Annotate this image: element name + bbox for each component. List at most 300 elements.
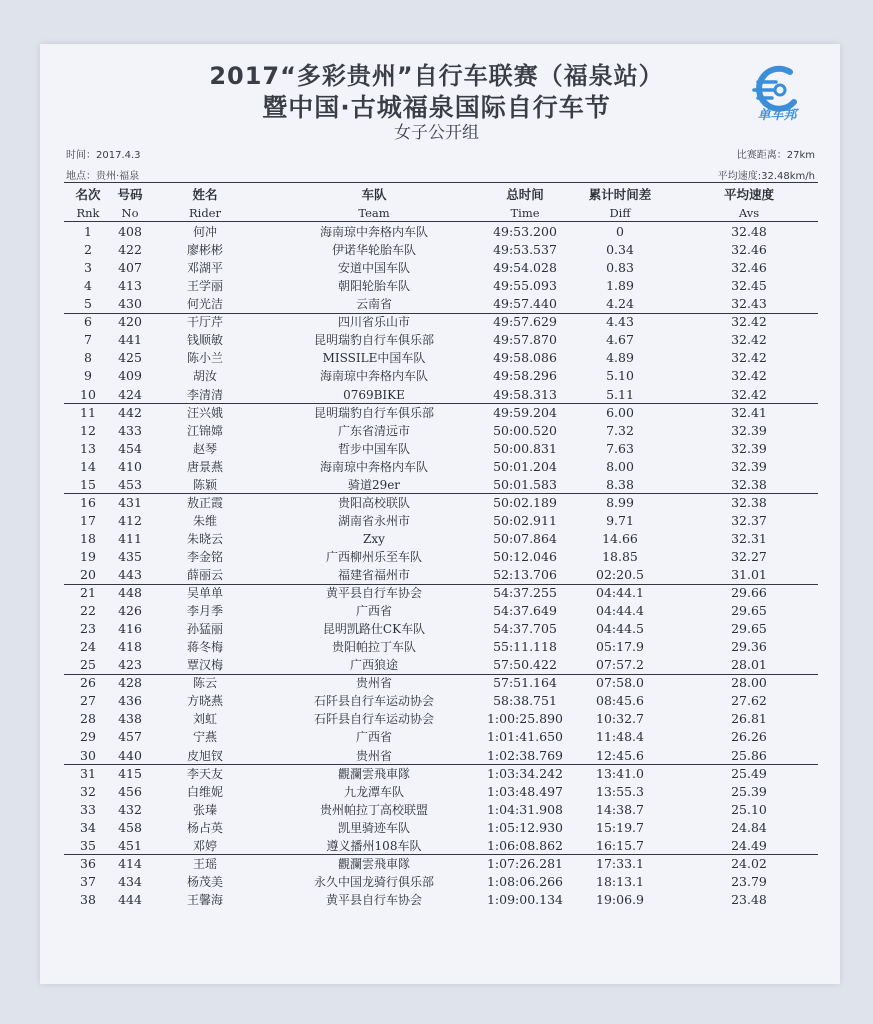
rider-cell: 孙猛丽 (186, 622, 223, 637)
rank-cell: 30 (80, 747, 96, 763)
time-cell: 50:02.189 (493, 494, 557, 510)
number-cell: 457 (118, 729, 142, 745)
team-cell: 昆明瑞豹自行车俱乐部 (313, 333, 434, 348)
diff-cell: 04:44.4 (596, 603, 644, 618)
time-cell: 50:07.864 (493, 530, 557, 546)
rank-cell: 4 (84, 278, 92, 294)
table-row (64, 241, 818, 259)
avs-cell: 32.46 (731, 260, 767, 276)
rider-cell: 杨茂美 (186, 874, 223, 889)
time-cell: 1:03:34.242 (486, 765, 564, 781)
avs-cell: 23.48 (731, 891, 767, 907)
rider-cell: 何光洁 (186, 297, 223, 312)
rider-cell: 王学丽 (186, 279, 223, 294)
table-row (64, 674, 818, 692)
number-cell: 413 (118, 278, 142, 294)
time-cell: 1:03:48.497 (486, 783, 564, 799)
diff-cell: 4.43 (606, 314, 634, 330)
diff-cell: 4.24 (606, 296, 634, 312)
rank-cell: 6 (84, 314, 92, 330)
number-cell: 442 (118, 404, 142, 420)
avs-cell: 25.39 (731, 783, 767, 799)
number-cell: 425 (118, 350, 142, 366)
rank-cell: 10 (80, 386, 96, 402)
rider-cell: 汪兴娥 (186, 405, 223, 420)
rider-cell: 宁燕 (192, 730, 217, 745)
number-cell: 424 (118, 386, 142, 402)
diff-cell: 0 (616, 224, 624, 239)
rider-cell: 李天友 (186, 766, 223, 781)
rider-cell: 王馨海 (186, 892, 223, 907)
col-time-cn: 总时间 (506, 187, 544, 202)
time-cell: 1:06:08.862 (486, 837, 564, 853)
table-row (64, 440, 818, 458)
time-cell: 52:13.706 (493, 567, 557, 582)
rank-cell: 3 (84, 260, 92, 276)
time-cell: 49:53.200 (493, 224, 557, 239)
table-row (64, 295, 818, 313)
time-cell: 49:54.028 (493, 260, 557, 276)
diff-cell: 7.63 (606, 440, 634, 456)
diff-cell: 8.00 (606, 458, 634, 474)
team-cell: 黄平县自行车协会 (325, 892, 422, 907)
time-cell: 57:51.164 (493, 675, 557, 691)
time-cell: 49:57.629 (493, 314, 557, 330)
time-cell: 57:50.422 (493, 657, 557, 673)
table-row (64, 512, 818, 530)
diff-cell: 14.66 (602, 530, 638, 546)
rank-cell: 11 (80, 404, 96, 420)
diff-cell: 5.11 (606, 386, 634, 402)
time-cell: 55:11.118 (493, 639, 557, 655)
diff-cell: 1.89 (606, 278, 634, 294)
rider-cell: 李金铭 (186, 549, 223, 564)
avs-cell: 32.37 (731, 512, 767, 528)
table-row (64, 873, 818, 891)
table-row (64, 349, 818, 367)
avs-cell: 32.38 (731, 476, 767, 492)
team-cell: 海南琼中奔格内车队 (319, 225, 428, 239)
team-cell: 朝阳轮胎车队 (337, 279, 410, 294)
table-row (64, 783, 818, 801)
rank-cell: 16 (80, 494, 96, 510)
avs-cell: 32.39 (731, 440, 767, 456)
diff-cell: 0.34 (606, 242, 634, 258)
avs-cell: 26.26 (731, 729, 767, 745)
rider-cell: 皮旭钗 (186, 748, 223, 763)
table-row (64, 801, 818, 819)
time-cell: 58:38.751 (493, 693, 557, 709)
page-title: 2017“多彩贵州”自行车联赛（福泉站） (209, 62, 664, 90)
avs-cell: 29.65 (731, 621, 767, 637)
number-cell: 430 (118, 296, 142, 312)
number-cell: 443 (118, 567, 142, 582)
time-cell: 49:58.296 (493, 368, 557, 384)
team-cell: 骑道29er (347, 477, 401, 492)
time-cell: 1:07:26.281 (486, 855, 564, 871)
rank-cell: 9 (84, 368, 92, 384)
table-row (64, 620, 818, 638)
table-row (64, 422, 818, 440)
time-cell: 50:00.520 (493, 422, 557, 438)
table-row (64, 404, 818, 422)
team-cell: 永久中国龙骑行俱乐部 (313, 874, 434, 889)
number-cell: 426 (118, 603, 142, 618)
table-row (64, 458, 818, 476)
avs-cell: 27.62 (731, 693, 767, 709)
race-avg-speed: 平均速度:32.48km/h (717, 171, 815, 182)
diff-cell: 08:45.6 (596, 693, 644, 709)
rider-cell: 蒋冬梅 (186, 640, 223, 655)
avs-cell: 25.86 (731, 747, 767, 763)
rider-cell: 敖正霞 (186, 495, 223, 510)
rider-cell: 邓婷 (192, 838, 217, 853)
col-rider-cn: 姓名 (192, 187, 218, 202)
rank-cell: 28 (80, 711, 96, 727)
race-location: 地点：贵州·福泉 (66, 171, 140, 182)
rider-cell: 刘虹 (192, 712, 217, 727)
team-cell: 0769BIKE (343, 387, 405, 402)
avs-cell: 32.48 (731, 224, 767, 239)
diff-cell: 17:33.1 (596, 855, 644, 871)
rider-cell: 何冲 (192, 225, 217, 239)
team-cell: 福建省福州市 (337, 568, 410, 582)
rank-cell: 14 (80, 458, 96, 474)
avs-cell: 32.42 (731, 368, 767, 384)
col-rank-en: Rnk (76, 206, 100, 220)
header-bottom-rule (64, 221, 818, 222)
rank-cell: 22 (80, 603, 96, 618)
rider-cell: 陈云 (192, 676, 217, 691)
rank-cell: 2 (84, 242, 92, 258)
avs-cell: 32.42 (731, 314, 767, 330)
rank-cell: 34 (80, 819, 96, 835)
avs-cell: 32.42 (731, 386, 767, 402)
rank-cell: 24 (80, 639, 96, 655)
diff-cell: 18:13.1 (596, 873, 644, 889)
rank-cell: 17 (80, 512, 96, 528)
category-subtitle: 女子公开组 (394, 123, 479, 143)
table-row (64, 855, 818, 873)
diff-cell: 7.32 (606, 422, 634, 438)
rank-cell: 35 (80, 837, 96, 853)
number-cell: 408 (118, 224, 142, 239)
avs-cell: 32.39 (731, 422, 767, 438)
col-team-cn: 车队 (361, 187, 387, 202)
number-cell: 411 (118, 530, 142, 546)
number-cell: 458 (118, 819, 142, 835)
table-row (64, 494, 818, 512)
table-row (64, 747, 818, 765)
table-row (64, 765, 818, 783)
col-no-en: No (121, 206, 139, 220)
time-cell: 49:58.086 (493, 350, 557, 366)
rank-cell: 8 (84, 350, 92, 366)
diff-cell: 13:41.0 (596, 765, 644, 781)
avs-cell: 29.66 (731, 585, 767, 600)
table-row (64, 602, 818, 620)
team-cell: 贵州省 (355, 676, 392, 691)
diff-cell: 4.89 (606, 350, 634, 366)
number-cell: 410 (118, 458, 142, 474)
rider-cell: 胡汝 (192, 369, 217, 384)
rank-cell: 32 (80, 783, 96, 799)
time-cell: 49:57.440 (493, 296, 557, 312)
rank-cell: 38 (80, 891, 96, 907)
col-time-en: Time (510, 206, 540, 220)
diff-cell: 14:38.7 (596, 801, 644, 817)
race-distance: 比赛距离：27km (736, 150, 815, 161)
number-cell: 440 (118, 747, 142, 763)
time-cell: 50:12.046 (493, 548, 557, 564)
number-cell: 416 (118, 621, 142, 637)
number-cell: 435 (118, 548, 142, 564)
team-cell: 昆明凯路仕CK车队 (322, 622, 426, 637)
rider-cell: 张瑧 (192, 802, 217, 817)
table-row (64, 530, 818, 548)
diff-cell: 16:15.7 (596, 837, 644, 853)
rider-cell: 邓湖平 (186, 261, 223, 276)
time-cell: 49:55.093 (493, 278, 557, 294)
avs-cell: 32.38 (731, 494, 767, 510)
col-rank-cn: 名次 (75, 187, 101, 202)
rider-cell: 方晓燕 (186, 694, 223, 709)
team-cell: 觀瀾雲飛車隊 (337, 856, 410, 871)
number-cell: 441 (118, 332, 142, 348)
rider-cell: 朱维 (192, 513, 217, 528)
time-cell: 50:02.911 (493, 512, 557, 528)
race-date: 时间：2017.4.3 (66, 150, 141, 161)
avs-cell: 32.45 (731, 278, 767, 294)
time-cell: 1:01:41.650 (486, 729, 564, 745)
team-cell: 哲步中国车队 (337, 441, 410, 456)
header-top-rule (64, 182, 818, 183)
rank-cell: 31 (80, 765, 96, 781)
rank-cell: 13 (80, 440, 96, 456)
diff-cell: 15:19.7 (596, 819, 644, 835)
number-cell: 409 (118, 368, 142, 384)
column-header-en (64, 204, 818, 222)
rank-cell: 36 (80, 855, 96, 871)
avs-cell: 32.39 (731, 458, 767, 474)
table-row (64, 638, 818, 656)
number-cell: 438 (118, 711, 142, 727)
table-row (64, 584, 818, 602)
avs-cell: 24.49 (731, 837, 767, 853)
team-cell: 湖南省永州市 (337, 513, 410, 528)
team-cell: 广西省 (355, 730, 392, 745)
number-cell: 456 (118, 783, 142, 799)
rider-cell: 吴单单 (186, 586, 223, 600)
team-cell: 贵州省 (355, 748, 392, 763)
time-cell: 1:09:00.134 (486, 891, 564, 907)
time-cell: 49:59.204 (493, 404, 557, 420)
table-row (64, 656, 818, 674)
avs-cell: 24.84 (731, 819, 767, 835)
rank-cell: 23 (80, 621, 96, 637)
time-cell: 54:37.705 (493, 621, 557, 637)
time-cell: 49:57.870 (493, 332, 557, 348)
col-team-en: Team (358, 206, 390, 220)
team-cell: 石阡县自行车运动协会 (313, 712, 434, 727)
team-cell: 伊诺华轮胎车队 (331, 243, 416, 258)
team-cell: 觀瀾雲飛車隊 (337, 766, 410, 781)
table-row (64, 566, 818, 584)
diff-cell: 12:45.6 (596, 747, 644, 763)
team-cell: 广东省清远市 (337, 423, 410, 438)
number-cell: 454 (118, 440, 142, 456)
table-row (64, 819, 818, 837)
col-avs-cn: 平均速度 (723, 187, 774, 202)
diff-cell: 07:57.2 (596, 657, 644, 673)
col-avs-en: Avs (738, 206, 760, 220)
rider-cell: 陈小兰 (186, 351, 223, 366)
rider-cell: 廖彬彬 (186, 243, 223, 258)
number-cell: 428 (118, 675, 142, 691)
time-cell: 49:58.313 (493, 386, 557, 402)
table-row (64, 548, 818, 566)
number-cell: 431 (118, 494, 142, 510)
rank-cell: 20 (80, 567, 96, 582)
team-cell: 广西柳州乐至车队 (325, 549, 422, 564)
diff-cell: 18.85 (602, 548, 638, 564)
diff-cell: 04:44.5 (596, 621, 644, 637)
logo-text: 单车邦 (757, 108, 797, 123)
rank-cell: 15 (80, 476, 96, 492)
rider-cell: 白维妮 (186, 784, 223, 799)
rank-cell: 12 (80, 422, 96, 438)
diff-cell: 4.67 (606, 332, 634, 348)
rank-cell: 18 (80, 530, 96, 546)
rank-cell: 21 (80, 585, 96, 600)
team-cell: 黄平县自行车协会 (325, 586, 422, 600)
team-cell: 海南琼中奔格内车队 (319, 459, 428, 474)
rank-cell: 19 (80, 548, 96, 564)
rider-cell: 江锦嫦 (186, 423, 223, 438)
team-cell: 石阡县自行车运动协会 (313, 694, 434, 709)
number-cell: 415 (118, 765, 142, 781)
diff-cell: 19:06.9 (596, 891, 644, 907)
team-cell: 云南省 (355, 297, 392, 312)
col-diff-cn: 累计时间差 (588, 187, 652, 202)
avs-cell: 26.81 (731, 711, 767, 727)
table-row (64, 476, 818, 494)
avs-cell: 25.49 (731, 765, 767, 781)
rider-cell: 李月季 (186, 604, 223, 618)
rider-cell: 陈颖 (192, 477, 217, 492)
avs-cell: 32.41 (731, 404, 767, 420)
time-cell: 1:08:06.266 (486, 873, 564, 889)
avs-cell: 23.79 (731, 873, 767, 889)
team-cell: 贵阳帕拉丁车队 (331, 640, 416, 655)
time-cell: 50:00.831 (493, 440, 557, 456)
rider-cell: 王瑶 (192, 856, 217, 871)
col-diff-en: Diff (609, 206, 631, 220)
team-cell: 遵义播州108车队 (326, 838, 422, 853)
avs-cell: 32.27 (731, 548, 767, 564)
rider-cell: 钱顺敏 (186, 333, 223, 348)
team-cell: 贵州帕拉丁高校联盟 (319, 802, 428, 817)
avs-cell: 28.00 (731, 675, 767, 691)
team-cell: 海南琼中奔格内车队 (319, 369, 428, 384)
team-cell: 广西省 (355, 604, 392, 618)
team-cell: 九龙潭车队 (343, 784, 404, 799)
table-row (64, 313, 818, 331)
number-cell: 422 (118, 242, 142, 258)
rider-cell: 干厅芹 (186, 315, 223, 330)
time-cell: 1:02:38.769 (486, 747, 564, 763)
time-cell: 1:04:31.908 (486, 801, 564, 817)
diff-cell: 0.83 (606, 260, 634, 276)
rider-cell: 赵琴 (192, 441, 217, 456)
rider-cell: 唐景燕 (186, 459, 223, 474)
avs-cell: 32.31 (731, 530, 767, 546)
diff-cell: 8.99 (606, 494, 634, 510)
avs-cell: 29.65 (731, 603, 767, 618)
table-row (64, 223, 818, 241)
rider-cell: 杨占英 (186, 820, 223, 835)
number-cell: 412 (118, 512, 142, 528)
number-cell: 423 (118, 657, 142, 673)
number-cell: 433 (118, 422, 142, 438)
time-cell: 1:05:12.930 (486, 819, 564, 835)
page-title-secondary: 暨中国·古城福泉国际自行车节 (262, 93, 611, 122)
avs-cell: 28.01 (731, 657, 767, 673)
rank-cell: 5 (84, 296, 92, 312)
number-cell: 453 (118, 476, 142, 492)
number-cell: 418 (118, 639, 142, 655)
col-rider-en: Rider (188, 206, 221, 220)
rank-cell: 1 (84, 224, 92, 239)
table-row (64, 367, 818, 385)
table-row (64, 728, 818, 746)
time-cell: 49:53.537 (493, 242, 557, 258)
diff-cell: 5.10 (606, 368, 634, 384)
team-cell: Zxy (363, 531, 385, 546)
number-cell: 444 (118, 891, 142, 907)
table-row (64, 386, 818, 404)
avs-cell: 32.42 (731, 350, 767, 366)
number-cell: 451 (118, 837, 142, 853)
number-cell: 420 (118, 314, 142, 330)
number-cell: 434 (118, 873, 142, 889)
avs-cell: 32.43 (731, 296, 767, 312)
column-header-cn (64, 186, 818, 204)
diff-cell: 02:20.5 (596, 567, 644, 582)
table-row (64, 837, 818, 855)
number-cell: 448 (118, 585, 142, 600)
rank-cell: 29 (80, 729, 96, 745)
diff-cell: 10:32.7 (596, 711, 644, 727)
number-cell: 432 (118, 801, 142, 817)
team-cell: 昆明瑞豹自行车俱乐部 (313, 405, 434, 420)
team-cell: 安道中国车队 (337, 261, 410, 276)
rank-cell: 37 (80, 873, 96, 889)
rank-cell: 26 (80, 675, 96, 691)
diff-cell: 04:44.1 (596, 585, 644, 600)
diff-cell: 6.00 (606, 404, 634, 420)
time-cell: 54:37.255 (493, 585, 557, 600)
team-cell: 凯里骑迹车队 (337, 820, 410, 835)
rider-cell: 覃汉梅 (186, 658, 223, 673)
team-cell: MISSILE中国车队 (322, 351, 426, 366)
rider-cell: 朱晓云 (186, 531, 223, 546)
number-cell: 414 (118, 855, 142, 871)
team-cell: 贵阳高校联队 (337, 495, 410, 510)
table-row (64, 710, 818, 728)
rank-cell: 25 (80, 657, 96, 673)
table-row (64, 331, 818, 349)
